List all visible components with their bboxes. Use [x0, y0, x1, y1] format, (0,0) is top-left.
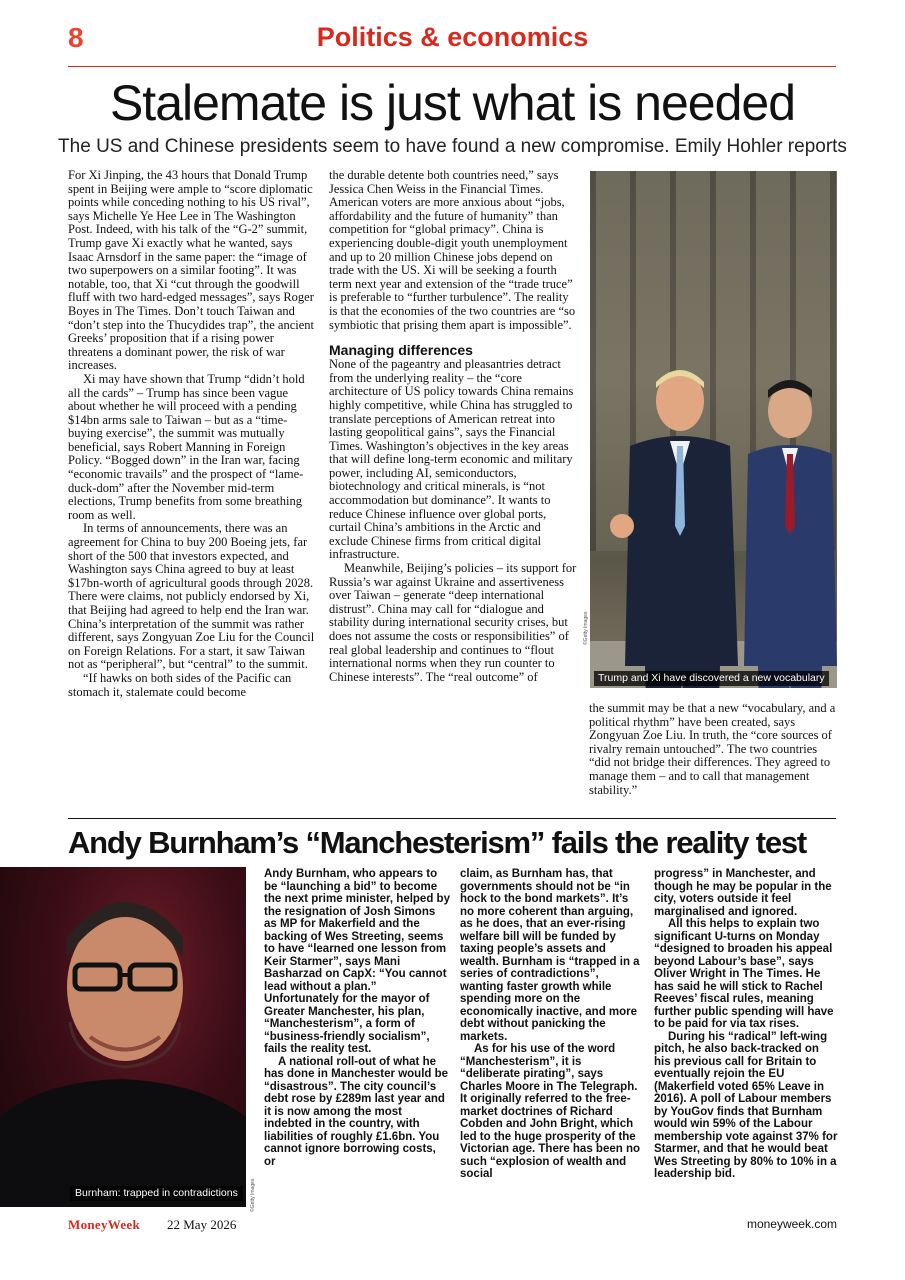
article2-column-2 — [460, 868, 644, 1181]
paragraph: the summit may be that a new “vocabulary, and a political rhythm” have been created, says Zongyuan Zoe Liu. In truth, the “core sources of rivalry remain untouched”. The two countries “did not bridge their differences. They agreed to manage them – and to call that management stability.” — [589, 701, 836, 797]
article-headline: Stalemate is just what is needed — [109, 75, 796, 131]
article-column-2 — [329, 169, 578, 684]
paragraph: In terms of announcements, there was an agreement for China to buy 200 Boeing jets, far short of the 500 that investors expected, and Washington says China agreed to buy at least $17bn-worth of agricultural goods through 2028. There were claims, not publicly endorsed by Xi, that Beijing had agreed to help end the Iran war. China’s interpretation of the summit was rather different, says Zongyuan Zoe Liu for the Council on Foreign Relations. For a start, it saw Taiwan not as “peripheral”, but “central” to the summit. — [68, 521, 315, 672]
section-title: Politics & economics — [316, 22, 589, 52]
article-column-3 — [589, 702, 837, 797]
paragraph: All this helps to explain two significant U-turns on Monday “designed to broaden his appeal beyond Labour’s base”, says Oliver Wright in The Times. He has said he will stick to Rachel Reeves’ fiscal rules, meaning further public spending will have to be paid for via tax rises. — [654, 918, 834, 1030]
issue-date: 22 May 2026 — [167, 1217, 237, 1232]
article2-column-1 — [264, 868, 450, 1168]
photo-caption: Trump and Xi have discovered a new vocabulary — [594, 671, 829, 686]
article-column-1 — [68, 169, 316, 699]
photo-caption: Burnham: trapped in contradictions — [70, 1186, 243, 1201]
burnham-photo — [0, 867, 246, 1207]
paragraph: Xi may have shown that Trump “didn’t hold all the cards” – Trump has since been vague about whether he will proceed with a pending $14bn arms sale to Taiwan – but as a “time-buying exercise”, the summit was mutually beneficial, says Robert Manning in Foreign Policy. “Bogged down” in the Iran war, facing “economic travails” and the prospect of “lame-duck-dom” after the November mid-term elections, Trump benefits from some breathing room as well. — [68, 371, 305, 522]
paragraph: claim, as Burnham has, that governments should not be “in hock to the bond markets”. It’s no more coherent than arguing, as he does, that an ever-rising welfare bill will be funded by taxing people’s assets and wealth. Burnham is “trapped in a series of contradictions”, wanting faster growth while spending more on the economically inactive, and more debt without panicking the markets. — [460, 868, 640, 1043]
trump-xi-photo — [590, 171, 837, 688]
xi-figure — [740, 376, 837, 688]
paragraph: A national roll-out of what he has done in Manchester would be “disastrous”. The city council’s debt rose by £289m last year and it is now among the most indebted in the country, with liabilities of roughly £1.6bn. You cannot ignore borrowing costs, or — [264, 1055, 449, 1168]
publication-logo: MoneyWeek — [68, 1217, 141, 1232]
section-rule — [68, 66, 836, 67]
article2-column-3 — [654, 868, 838, 1181]
photo-credit: ©Getty Images — [583, 611, 589, 645]
paragraph: As for his use of the word “Manchesterism”, it is “deliberate pirating”, says Charles Moore in The Telegraph. It originally referred to the free-market doctrines of Richard Cobden and John Bright, which led to the huge prosperity of the Victorian age. There has been no such “explosion of wealth and social — [460, 1043, 641, 1180]
paragraph: the durable detente both countries need,” says Jessica Chen Weiss in the Financial Times. American voters are more anxious about “jobs, affordability and the future of humanity” than competition for “global primacy”. China is experiencing double-digit youth unemployment and up to 20 million Chinese jobs depend on trade with the US. Xi will be seeking a fourth term next year and extension of the “trade truce” is preferable to “further turbulence”. The reality is that the economies of the two countries are “so symbiotic that prising them apart is impossible”. — [329, 168, 576, 332]
paragraph: Meanwhile, Beijing’s policies – its support for Russia’s war against Ukraine and assertiveness over Taiwan – generate “deep international distrust”. China may call for “dialogue and stability during international security crises, but does not assume the costs or responsibilities” of real global leadership and continues to “flout international norms when they run counter to Chinese interests”. The “real outcome” of — [329, 561, 577, 684]
article-standfirst: The US and Chinese presidents seem to have found a new compromise. Emily Hohler reports — [58, 136, 847, 157]
article-divider — [68, 818, 836, 819]
paragraph: None of the pageantry and pleasantries detract from the underlying reality – the “core architecture of US policy towards China remains highly competitive, while China has struggled to translate perceptions of American retreat into lasting geopolitical gains”, says the Financial Times. Washington’s objectives in the key areas that will define long-term economic and military power, including AI, semiconductors, biotechnology and critical minerals, is “not accommodation but dominance”. It wants to reduce Chinese influence over global ports, curtail China’s ambitions in the Arctic and exclude Chinese firms from critical digital infrastructure. — [329, 357, 574, 562]
paragraph: Andy Burnham, who appears to be “launching a bid” to become the next prime minister, helped by the resignation of Josh Simons as MP for Makerfield and the backing of Wes Streeting, seems to have “learned one lesson from Keir Starmer”, says Mani Basharzad on CapX: “You cannot lead without a plan.” Unfortunately for the mayor of Greater Manchester, his plan, “Manchesterism”, a form of “business-friendly socialism”, fails the reality test. — [264, 868, 450, 1055]
photo-credit: ©Getty Images — [250, 1178, 256, 1212]
page-number: 8 — [68, 22, 84, 53]
article-headline: Andy Burnham’s “Manchesterism” fails the reality test — [68, 825, 807, 860]
paragraph: During his “radical” left-wing pitch, he also back-tracked on his previous call for Britain to eventually rejoin the EU (Makerfield voted 65% Leave in 2016). A poll of Labour members by YouGov finds that Burnham would win 59% of the Labour membership vote against 37% for Starmer, and that he would beat Wes Streeting by 80% to 10% in a leadership bid. — [654, 1030, 838, 1180]
trump-figure — [600, 366, 745, 688]
paragraph: progress” in Manchester, and though he may be popular in the city, voters outside it feel marginalised and ignored. — [654, 868, 832, 918]
burnham-figure — [0, 867, 246, 1207]
website-url: moneyweek.com — [746, 1217, 837, 1231]
paragraph: For Xi Jinping, the 43 hours that Donald Trump spent in Beijing were ample to “score diplomatic points while conceding nothing to his US rival”, says Michelle Ye Hee Lee in The Washington Post. Indeed, with his talk of the “G-2” summit, Trump gave Xi exactly what he wanted, says Isaac Arnsdorf in the same paper: the “image of two superpowers on a similar footing”. It was notable, too, that Xi “cut through the goodwill fluff with two hard-edged messages”, says Roger Boyes in The Times. Don’t touch Taiwan and “don’t step into the Thucydides trap”, the ancient Greeks’ proposition that if a rising power threatens a dominant power, the risk of war increases. — [68, 168, 314, 373]
paragraph: “If hawks on both sides of the Pacific can stomach it, stalemate could become — [68, 670, 292, 699]
subheading: Managing differences — [329, 342, 473, 359]
